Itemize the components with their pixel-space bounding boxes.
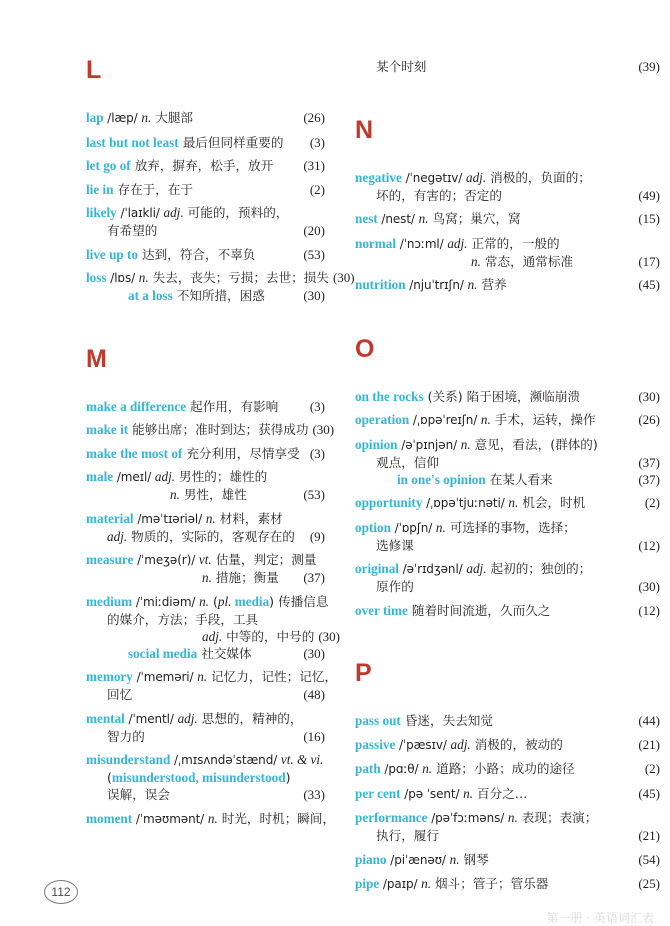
chinese-definition: 能够出席；准时到达；获得成功 bbox=[128, 422, 309, 437]
entry-page-reference: (31) bbox=[303, 158, 325, 173]
phonetic-transcription: /ˈməʊmənt/ bbox=[132, 811, 208, 826]
entry-page-reference: (30) bbox=[638, 388, 660, 404]
entry-line-body bbox=[355, 785, 634, 803]
entry-line bbox=[355, 578, 660, 595]
part-of-speech: adj. bbox=[154, 469, 176, 484]
chinese-definition: 可能的，预料的， bbox=[183, 205, 289, 220]
phonetic-transcription: /paɪp/ bbox=[379, 877, 422, 891]
chinese-definition: 道路；小路；成功的途径 bbox=[432, 761, 575, 776]
phonetic-transcription: /ˈnegətɪv/ bbox=[401, 170, 466, 185]
entry-line bbox=[355, 736, 660, 754]
entry-page-reference: (2) bbox=[644, 495, 660, 510]
entry-line-body bbox=[355, 210, 634, 228]
part-of-speech: pl. bbox=[217, 593, 232, 609]
headword: opinion bbox=[355, 436, 398, 452]
chinese-definition: 机会，时机 bbox=[518, 495, 586, 510]
phonetic-transcription: /ˈnɔːml/ bbox=[396, 236, 448, 251]
headword: misunderstand bbox=[86, 752, 171, 767]
glossary-entry bbox=[355, 809, 660, 844]
chinese-definition: 意见，看法，(群体的) bbox=[470, 436, 598, 452]
entry-page-reference: (20) bbox=[303, 223, 325, 238]
entry-page-reference: (30) bbox=[332, 270, 355, 285]
entry-page-reference: (37) bbox=[303, 570, 325, 585]
chinese-definition: 智力的 bbox=[107, 728, 145, 744]
headword: live up to bbox=[86, 246, 139, 262]
phonetic-transcription: /məˈtɪəriəl/ bbox=[133, 511, 206, 526]
chinese-definition: 消极的，被动的 bbox=[470, 736, 563, 752]
entry-page-reference: (30) bbox=[318, 628, 340, 644]
part-of-speech: adj. bbox=[465, 169, 487, 185]
entry-page-reference: (9) bbox=[309, 528, 325, 544]
phonetic-transcription: /əˈrɪdʒənl/ bbox=[398, 562, 467, 576]
entry-page-reference: (12) bbox=[638, 602, 660, 618]
entry-line-body bbox=[355, 253, 634, 270]
entry-line-body bbox=[355, 169, 656, 187]
section-spacer bbox=[355, 625, 660, 661]
entry-line-body bbox=[355, 560, 656, 578]
entry-line-body bbox=[355, 602, 634, 619]
chinese-definition: 误解，误会 bbox=[107, 787, 170, 802]
headword: over time bbox=[355, 602, 408, 618]
entry-line-body bbox=[355, 388, 634, 405]
entry-line bbox=[355, 187, 660, 204]
part-of-speech: vt. bbox=[198, 552, 212, 567]
chinese-definition: ) bbox=[285, 770, 291, 785]
entry-page-reference: (21) bbox=[638, 736, 660, 752]
entry-line bbox=[355, 276, 660, 294]
glossary-entry bbox=[355, 736, 660, 754]
part-of-speech: adj. bbox=[450, 736, 471, 752]
headword: mental bbox=[86, 710, 125, 726]
glossary-entry bbox=[355, 235, 660, 270]
entry-line-body bbox=[355, 537, 634, 554]
entry-page-reference: (45) bbox=[638, 785, 660, 801]
entry-page-reference: (26) bbox=[638, 412, 660, 427]
entry-line bbox=[355, 537, 660, 554]
entry-line-body bbox=[355, 809, 656, 827]
chinese-definition: 某个时刻 bbox=[376, 59, 427, 74]
part-of-speech: n. bbox=[141, 110, 152, 125]
chinese-definition: 正常的，一般的 bbox=[467, 235, 560, 251]
entry-line bbox=[355, 436, 660, 454]
entry-line bbox=[355, 454, 660, 471]
chinese-definition: 男性的；雄性的 bbox=[175, 469, 268, 484]
chinese-definition: 原作的 bbox=[376, 579, 414, 594]
chinese-definition: 昏迷，失去知觉 bbox=[400, 713, 493, 728]
chinese-definition: 在某人看来 bbox=[485, 471, 553, 487]
chinese-definition: 充分利用，尽情享受 bbox=[182, 445, 300, 461]
phonetic-transcription: /ˌmɪsʌndəˈstænd/ bbox=[170, 753, 281, 767]
headword: negative bbox=[355, 169, 402, 185]
glossary-entry bbox=[355, 785, 660, 803]
glossary-entry bbox=[355, 560, 660, 595]
chinese-definition: 百分之… bbox=[473, 785, 528, 801]
headword: operation bbox=[355, 412, 410, 427]
section-letter-heading: N bbox=[355, 115, 374, 144]
entry-page-reference: (30) bbox=[312, 422, 335, 437]
phonetic-transcription: /ˌɒpəˈtjuːnəti/ bbox=[422, 496, 509, 510]
entry-line bbox=[355, 235, 660, 253]
phonetic-transcription: /pəˈfɔːməns/ bbox=[427, 811, 508, 825]
chinese-definition: 记忆力，记性；记忆， bbox=[207, 669, 338, 684]
phonetic-transcription: /pɑːθ/ bbox=[380, 762, 423, 776]
glossary-entry bbox=[355, 851, 660, 869]
headword: make a difference bbox=[86, 398, 187, 414]
entry-line-body bbox=[355, 760, 641, 778]
sub-entry-phrase: in one's opinion bbox=[397, 471, 486, 487]
inflected-forms: media bbox=[231, 593, 270, 609]
glossary-entry bbox=[355, 436, 660, 488]
entry-line bbox=[355, 58, 660, 75]
entry-line bbox=[355, 471, 660, 488]
entry-line-body bbox=[355, 712, 634, 729]
entry-line-body bbox=[355, 436, 656, 454]
phonetic-transcription: /pə ˈsent/ bbox=[400, 786, 464, 801]
part-of-speech: n. bbox=[205, 510, 216, 526]
headword: normal bbox=[355, 235, 397, 251]
headword: let go of bbox=[86, 158, 131, 173]
entry-page-reference: (37) bbox=[638, 471, 660, 487]
glossary-entry bbox=[355, 875, 660, 893]
headword: path bbox=[355, 761, 381, 776]
chinese-definition: 手术，运转，操作 bbox=[490, 412, 596, 427]
part-of-speech: n. bbox=[463, 785, 474, 801]
entry-page-reference: (15) bbox=[638, 211, 660, 226]
chinese-definition: 达到，符合，不辜负 bbox=[138, 246, 256, 262]
entry-page-reference: (17) bbox=[638, 253, 660, 269]
entry-page-reference: (49) bbox=[638, 187, 660, 203]
entry-line bbox=[355, 827, 660, 844]
entry-line-body bbox=[355, 187, 634, 204]
headword: opportunity bbox=[355, 495, 423, 510]
section-block bbox=[355, 334, 660, 619]
entry-page-reference: (45) bbox=[638, 277, 660, 292]
entry-line-body bbox=[355, 58, 634, 75]
chinese-definition: ) 传播信息 bbox=[269, 593, 329, 609]
chinese-definition: 表现；表演； bbox=[517, 810, 598, 825]
entry-line bbox=[355, 210, 660, 228]
section-block bbox=[355, 661, 660, 893]
part-of-speech: adj. bbox=[177, 710, 198, 726]
part-of-speech: n. bbox=[202, 570, 212, 585]
entry-page-reference: (26) bbox=[303, 110, 325, 125]
section-letter-heading: L bbox=[86, 56, 102, 84]
headword: passive bbox=[355, 736, 396, 752]
headword: performance bbox=[355, 810, 428, 825]
glossary-entry bbox=[355, 712, 660, 729]
part-of-speech: adj. bbox=[447, 235, 468, 251]
phonetic-transcription: /læp/ bbox=[103, 111, 142, 125]
footer-watermark: 第一册 · 英语词汇表 bbox=[546, 911, 654, 925]
part-of-speech: adj. bbox=[202, 628, 223, 644]
chinese-definition: 执行，履行 bbox=[376, 828, 439, 843]
entry-line bbox=[355, 411, 660, 429]
headword: memory bbox=[86, 669, 133, 684]
entry-line-body bbox=[355, 519, 656, 537]
phonetic-transcription: /lɒs/ bbox=[106, 271, 139, 285]
entry-page-reference: (33) bbox=[303, 787, 325, 802]
headword: pipe bbox=[355, 876, 380, 891]
part-of-speech: n. bbox=[207, 810, 218, 826]
part-of-speech: n. bbox=[508, 495, 519, 510]
headword: nest bbox=[355, 211, 378, 226]
entry-page-reference: (16) bbox=[303, 728, 325, 744]
page-number: 112 bbox=[44, 880, 78, 904]
entry-line bbox=[355, 760, 660, 778]
entry-page-reference: (3) bbox=[309, 398, 325, 414]
part-of-speech: n. bbox=[421, 876, 432, 891]
entry-page-reference: (30) bbox=[638, 579, 660, 594]
entry-page-reference: (21) bbox=[638, 828, 660, 843]
entry-page-reference: (2) bbox=[644, 761, 660, 776]
part-of-speech: n. bbox=[138, 270, 149, 285]
chinese-definition: 社交媒体 bbox=[197, 645, 252, 661]
entry-line bbox=[355, 809, 660, 827]
entry-page-reference: (12) bbox=[638, 537, 660, 553]
right-column bbox=[0, 58, 670, 900]
headword: material bbox=[86, 510, 134, 526]
phonetic-transcription: /ˈlaɪkli/ bbox=[116, 206, 164, 220]
sub-entry-phrase: at a loss bbox=[128, 288, 173, 303]
headword: nutrition bbox=[355, 277, 406, 292]
chinese-definition: 估量，判定；测量 bbox=[211, 552, 317, 567]
headword: last but not least bbox=[86, 134, 179, 150]
glossary-entry bbox=[355, 276, 660, 294]
headword: lap bbox=[86, 110, 104, 125]
entry-page-reference: (37) bbox=[638, 454, 660, 470]
entry-page-reference: (3) bbox=[309, 445, 325, 461]
phonetic-transcription: /ˈmentl/ bbox=[124, 711, 178, 726]
entry-line-body bbox=[355, 411, 634, 429]
phonetic-transcription: /njuˈtrɪʃn/ bbox=[405, 278, 468, 292]
phonetic-transcription: /ˈmeməri/ bbox=[132, 670, 198, 684]
entry-page-reference: (53) bbox=[303, 246, 325, 262]
chinese-definition: 常态，通常标准 bbox=[480, 253, 574, 269]
phonetic-transcription: /piˈænəʊ/ bbox=[386, 852, 450, 867]
chinese-definition: 放弃，摒弃，松手，放开 bbox=[130, 158, 274, 173]
entry-line-body bbox=[355, 736, 634, 754]
phonetic-transcription: /nest/ bbox=[377, 212, 419, 226]
chinese-definition: 有希望的 bbox=[107, 223, 158, 238]
chinese-definition: 坏的，有害的；否定的 bbox=[376, 187, 502, 203]
part-of-speech: adj. bbox=[107, 528, 128, 544]
section-block bbox=[355, 115, 660, 295]
section-spacer bbox=[355, 301, 660, 337]
section-block bbox=[355, 58, 660, 75]
entry-line bbox=[355, 785, 660, 803]
entry-page-reference: (54) bbox=[638, 851, 660, 867]
chinese-definition: 烟斗；管子；管乐器 bbox=[431, 876, 549, 891]
entry-line bbox=[355, 494, 660, 512]
headword: on the rocks bbox=[355, 388, 424, 404]
glossary-columns bbox=[0, 58, 670, 900]
part-of-speech: n. bbox=[471, 253, 481, 269]
phonetic-transcription: /əˈpɪnjən/ bbox=[397, 437, 461, 452]
headword: male bbox=[86, 469, 114, 484]
part-of-speech: n. bbox=[507, 810, 518, 825]
chinese-definition: 随着时间流逝，久而久之 bbox=[407, 602, 551, 618]
glossary-entry bbox=[355, 58, 660, 75]
glossary-entry bbox=[355, 494, 660, 512]
phonetic-transcription: /ˈmeʒə(r)/ bbox=[133, 553, 199, 567]
headword: pass out bbox=[355, 713, 401, 728]
headword: lie in bbox=[86, 181, 114, 197]
chinese-definition: (关系) 陷于困境，濒临崩溃 bbox=[423, 388, 581, 404]
chinese-definition: 时光，时机；瞬间， bbox=[217, 810, 336, 826]
glossary-entry bbox=[355, 760, 660, 778]
section-letter-heading: O bbox=[355, 334, 375, 363]
chinese-definition: 大腿部 bbox=[151, 110, 194, 125]
part-of-speech: n. bbox=[480, 412, 491, 427]
glossary-entry bbox=[355, 169, 660, 204]
chinese-definition: 观点，信仰 bbox=[376, 454, 439, 470]
entry-page-reference: (30) bbox=[303, 288, 325, 303]
chinese-definition: 男性，雄性 bbox=[179, 487, 247, 502]
part-of-speech: n. bbox=[170, 487, 180, 502]
part-of-speech: adj. bbox=[466, 561, 487, 576]
entry-page-reference: (2) bbox=[309, 181, 325, 197]
part-of-speech: n. bbox=[467, 277, 478, 292]
chinese-definition: 措施；衡量 bbox=[211, 570, 279, 585]
chinese-definition: 不知所措，困惑 bbox=[172, 288, 265, 303]
phonetic-transcription: /ˈmiːdiəm/ bbox=[132, 594, 200, 609]
glossary-entry bbox=[355, 388, 660, 405]
chinese-definition: 选修课 bbox=[376, 537, 414, 553]
chinese-definition: 物质的，实际的，客观存在的 bbox=[127, 528, 295, 544]
part-of-speech: n. bbox=[435, 519, 446, 535]
part-of-speech: n. bbox=[199, 593, 209, 609]
glossary-entry bbox=[355, 411, 660, 429]
chinese-definition: ( bbox=[208, 593, 218, 609]
headword: measure bbox=[86, 552, 134, 567]
part-of-speech: n. bbox=[422, 761, 433, 776]
chinese-definition: 材料，素材 bbox=[215, 510, 283, 526]
chinese-definition: 思想的，精神的， bbox=[197, 710, 303, 726]
entry-line bbox=[355, 851, 660, 869]
entry-line bbox=[355, 519, 660, 537]
entry-line bbox=[355, 253, 660, 270]
headword: medium bbox=[86, 593, 133, 609]
phonetic-transcription: /meɪl/ bbox=[113, 470, 155, 484]
chinese-definition: 钢琴 bbox=[459, 851, 489, 867]
entry-page-reference: (30) bbox=[303, 645, 325, 661]
chinese-definition: 起作用，有影响 bbox=[186, 398, 279, 414]
entry-line bbox=[355, 875, 660, 893]
entry-line-body bbox=[355, 827, 634, 844]
entry-page-reference: (48) bbox=[303, 687, 325, 702]
section-letter-heading: P bbox=[355, 659, 373, 687]
headword: per cent bbox=[355, 785, 401, 801]
part-of-speech: n. bbox=[197, 669, 208, 684]
chinese-definition: 中等的，中号的 bbox=[222, 628, 315, 644]
chinese-definition: 回忆 bbox=[107, 687, 133, 702]
entry-page-reference: (53) bbox=[303, 487, 325, 502]
entry-line-body bbox=[355, 851, 634, 869]
section-spacer bbox=[355, 82, 660, 118]
part-of-speech: n. bbox=[449, 851, 460, 867]
entry-line-body bbox=[355, 471, 634, 488]
chinese-definition: ( bbox=[107, 770, 112, 785]
chinese-definition: 最后但同样重要的 bbox=[178, 134, 284, 150]
part-of-speech: n. bbox=[418, 211, 429, 226]
chinese-definition: 鸟窝；巢穴，窝 bbox=[428, 211, 521, 226]
headword: make the most of bbox=[86, 445, 183, 461]
sub-entry-phrase: social media bbox=[128, 645, 198, 661]
entry-line-body bbox=[355, 875, 634, 893]
entry-line bbox=[355, 712, 660, 729]
headword: loss bbox=[86, 270, 107, 285]
entry-line bbox=[355, 602, 660, 619]
phonetic-transcription: /ˈɒpʃn/ bbox=[390, 520, 436, 535]
headword: piano bbox=[355, 851, 387, 867]
entry-line-body bbox=[355, 578, 634, 595]
entry-line-body bbox=[355, 276, 634, 294]
part-of-speech: vt. & vi. bbox=[280, 752, 324, 767]
glossary-entry bbox=[355, 519, 660, 554]
entry-line-body bbox=[355, 494, 641, 512]
chinese-definition: 起初的；独创的； bbox=[486, 561, 592, 576]
glossary-entry bbox=[355, 602, 660, 619]
entry-line-body bbox=[355, 235, 656, 253]
chinese-definition: 的媒介，方法；手段，工具 bbox=[107, 611, 259, 627]
headword: moment bbox=[86, 810, 133, 826]
headword: make it bbox=[86, 422, 129, 437]
chinese-definition: 存在于，在于 bbox=[113, 181, 194, 197]
entry-line bbox=[355, 560, 660, 578]
headword: original bbox=[355, 561, 399, 576]
part-of-speech: n. bbox=[460, 436, 471, 452]
chinese-definition: 营养 bbox=[477, 277, 507, 292]
section-letter-heading: M bbox=[86, 344, 108, 373]
entry-line-body bbox=[355, 454, 634, 471]
part-of-speech: adj. bbox=[163, 205, 184, 220]
chinese-definition: 可选择的事物，选择； bbox=[445, 519, 576, 535]
entry-page-reference: (25) bbox=[638, 876, 660, 891]
headword: likely bbox=[86, 205, 117, 220]
glossary-entry bbox=[355, 210, 660, 228]
phonetic-transcription: /ˌɒpəˈreɪʃn/ bbox=[409, 413, 481, 427]
headword: option bbox=[355, 519, 391, 535]
entry-line bbox=[355, 169, 660, 187]
chinese-definition: 失去，丧失；亏损；去世；损失 bbox=[148, 270, 329, 285]
entry-line bbox=[355, 388, 660, 405]
entry-page-reference: (44) bbox=[638, 713, 660, 728]
phonetic-transcription: /ˈpæsɪv/ bbox=[395, 737, 451, 752]
inflected-forms: misunderstood, misunderstood bbox=[111, 770, 286, 785]
chinese-definition: 消极的，负面的； bbox=[486, 169, 591, 185]
entry-page-reference: (3) bbox=[309, 134, 325, 150]
entry-page-reference: (39) bbox=[638, 59, 660, 74]
